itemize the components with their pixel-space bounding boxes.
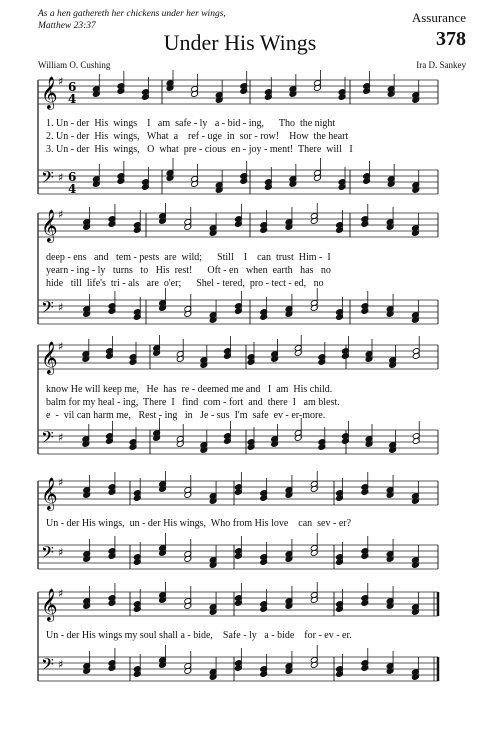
epigraph (38, 8, 226, 32)
bass-staff (38, 533, 438, 569)
treble-clef-icon: 𝄞 (41, 341, 58, 374)
sharp-icon: ♯ (58, 587, 64, 600)
treble-staff (38, 582, 438, 622)
lyric-line: 1. Un - der His wings I am safe - ly a - bid - ing, Tho the night (46, 118, 336, 129)
sharp-icon: ♯ (58, 546, 64, 559)
epigraph-text: As a hen gathereth her chickens under her wings, (38, 9, 226, 19)
lyric-line: know He will keep me, He has re - deemed me and I am His child. (46, 384, 333, 395)
treble-staff (38, 471, 438, 511)
hymn-category: Assurance (411, 10, 466, 25)
treble-staff (38, 203, 438, 243)
time-signature-bottom: 4 (68, 182, 77, 196)
sharp-icon: ♯ (58, 208, 64, 221)
lyricist: William O. Cushing (38, 60, 111, 70)
composer: Ira D. Sankey (416, 60, 466, 70)
sharp-icon: ♯ (58, 75, 64, 88)
lyric-line: yearn - ing - ly turns to His rest! Oft - en when earth has no (46, 265, 331, 276)
lyric-line: balm for my heal - ing, There I find com - fort and there I am blest. (46, 397, 340, 408)
treble-clef-icon: 𝄞 (41, 209, 58, 242)
time-signature-bottom: 4 (68, 92, 77, 106)
bass-clef-icon: 𝄢 (41, 542, 54, 566)
bass-staff (38, 158, 438, 196)
treble-clef-icon: 𝄞 (41, 477, 58, 510)
hymn-title: Under His Wings (163, 30, 317, 55)
sharp-icon: ♯ (58, 340, 64, 353)
lyric-line: hide till life's tri - als are o'er; Shel - tered, pro - tect - ed, no (46, 278, 324, 289)
lyric-line: Un - der His wings, un - der His wings, Who from His love can sev - er? (46, 518, 352, 529)
treble-staff (38, 70, 438, 110)
bass-clef-icon: 𝄢 (41, 167, 54, 191)
treble-staff (38, 335, 438, 375)
time-signature-top: 6 (68, 170, 77, 184)
lyric-line: 3. Un - der His wings, O what pre - cious en - joy - ment! There will I (46, 144, 353, 155)
sharp-icon: ♯ (58, 171, 64, 184)
epigraph-reference: Matthew 23:37 (38, 21, 96, 31)
bass-clef-icon: 𝄢 (41, 297, 54, 321)
time-signature-top: 6 (68, 80, 77, 94)
bass-clef-icon: 𝄢 (41, 654, 54, 678)
hymn-number: 378 (436, 28, 466, 50)
bass-staff (38, 418, 438, 454)
sharp-icon: ♯ (58, 476, 64, 489)
lyric-line: e - vil can harm me, Rest - ing in Je - sus I'm safe ev - er-more. (46, 410, 326, 421)
bass-staff (38, 288, 438, 324)
bass-clef-icon: 𝄢 (41, 427, 54, 451)
lyric-line: Un - der His wings my soul shall a - bide, Safe - ly a - bide for - ev - er. (46, 630, 352, 641)
treble-clef-icon: 𝄞 (41, 588, 58, 621)
bass-staff (38, 645, 438, 681)
lyric-line: deep - ens and tem - pests are wild; Still I can trust Him - I (46, 252, 331, 263)
sharp-icon: ♯ (58, 301, 64, 314)
treble-clef-icon: 𝄞 (41, 76, 58, 109)
lyric-line: 2. Un - der His wings, What a ref - uge in sor - row! How the heart (46, 131, 349, 142)
sharp-icon: ♯ (58, 431, 64, 444)
sharp-icon: ♯ (58, 658, 64, 671)
